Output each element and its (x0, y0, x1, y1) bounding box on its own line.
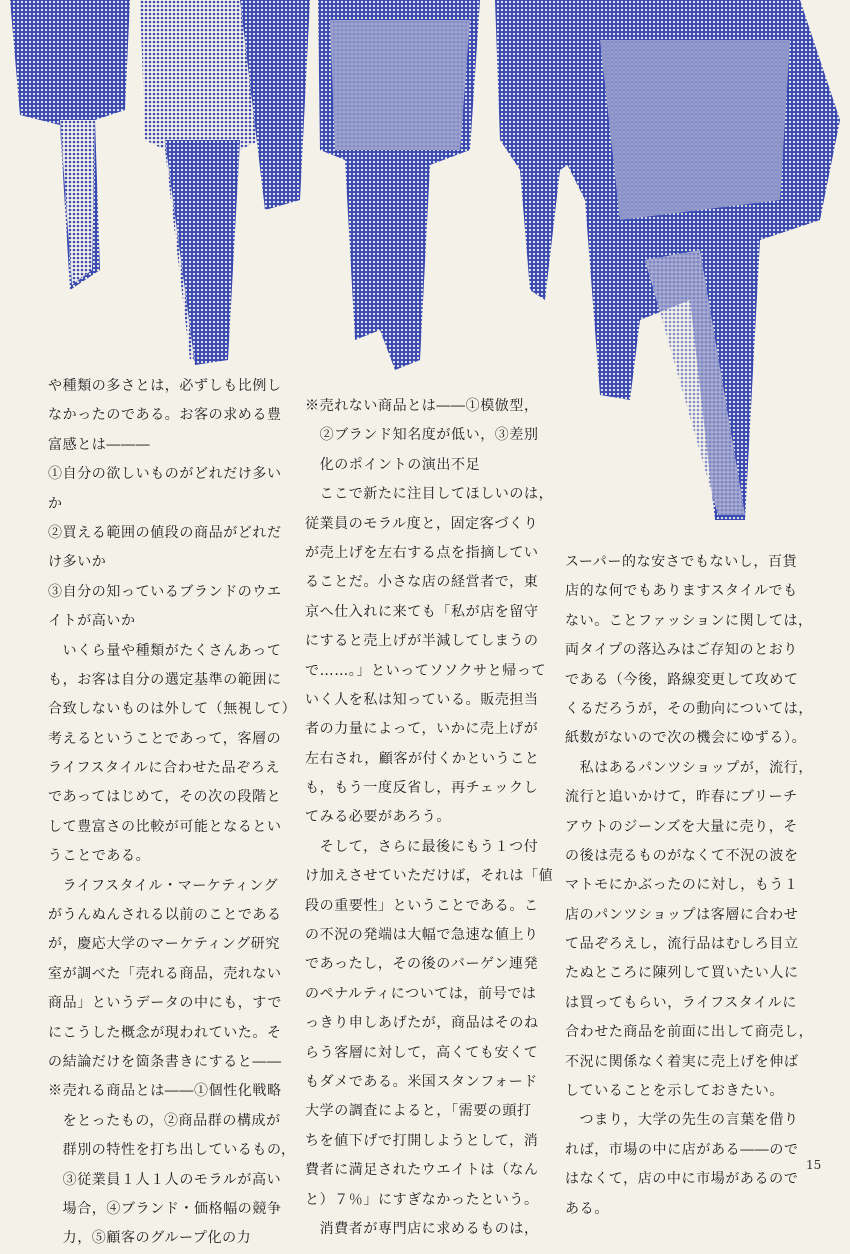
text-line: 合わせた商品を前面に出して商売し， (565, 1024, 814, 1041)
text-line: マトモにかぶったのに対し，もう１ (565, 877, 799, 894)
text-line: れば，市場の中に店がある――ので (565, 1141, 799, 1158)
text-line: っきり申しあげたが，商品はそのね (305, 1015, 539, 1032)
text-line: ※売れる商品とは――①個性化戦略 (48, 1083, 282, 1100)
text-line: 段の重要性」ということである。こ (305, 897, 539, 914)
text-line: 富感とは――― (48, 436, 151, 453)
text-line: 消費者が専門店に求めるものは， (305, 1220, 539, 1237)
text-line: もダメである。米国スタンフォード (305, 1073, 538, 1090)
text-line: が，慶応大学のマーケティング研究 (48, 936, 280, 953)
text-line: て品ぞろえし，流行品はむしろ目立 (565, 936, 799, 953)
text-line: 私はあるパンツショップが，流行， (565, 759, 813, 776)
text-line: ③自分の知っているブランドのウエ (48, 583, 282, 600)
text-line: であったし，その後のバーゲン連発 (305, 956, 539, 973)
text-line: 大学の調査によると，「需要の頭打 (305, 1103, 532, 1120)
text-line: 不況に関係なく着実に売上げを伸ば (565, 1053, 799, 1070)
text-line: ①自分の欲しいものがどれだけ多い (48, 466, 282, 483)
text-line: ライフスタイルに合わせた品ぞろえ (48, 760, 280, 777)
article-column-1 (48, 372, 297, 1254)
text-line: であってはじめて，その次の段階と (48, 789, 282, 806)
text-line: アウトのジーンズを大量に売り，そ (565, 818, 798, 835)
text-line: 費者に満足されたウエイトは（なん (305, 1162, 539, 1179)
text-line: ここで新たに注目してほしいのは， (305, 486, 554, 503)
text-line: である（今後，路線変更して攻めて (565, 671, 799, 688)
text-line: 商品」というデータの中にも，すで (48, 995, 283, 1012)
text-line: イトが高いか (48, 613, 136, 630)
text-line: 紙数がないので次の機会にゆずる）。 (565, 730, 807, 747)
text-line: と）７％」にすぎなかったという。 (305, 1191, 539, 1208)
text-line: ③従業員１人１人のモラルが高い (48, 1171, 282, 1188)
text-line: 店のパンツショップは客層に合わせ (565, 906, 799, 923)
text-line: なかったのである。お客の求める豊 (48, 407, 282, 424)
text-line: 者の力量によって，いかに売上げが (305, 721, 539, 738)
text-line: 従業員のモラル度と，固定客づくり (305, 515, 539, 532)
text-line: そして，さらに最後にもう１つ付 (305, 838, 539, 855)
text-line: をとったもの，②商品群の構成が (48, 1112, 281, 1129)
text-line: 群別の特性を打ち出しているもの， (48, 1142, 296, 1159)
text-line: ②ブランド知名度が低い，③差別 (305, 427, 539, 444)
text-line: てみる必要があろう。 (305, 809, 451, 826)
text-line: は買ってもらい，ライフスタイルに (565, 994, 797, 1011)
text-line: ちを値下げで打開しようとして，消 (305, 1132, 539, 1149)
text-line: ※売れない商品とは――①模倣型， (305, 398, 539, 414)
text-line: たぬところに陳列して買いたい人に (565, 965, 799, 982)
text-line: うことである。 (48, 848, 151, 865)
text-line: くるだろうが，その動向については， (565, 700, 813, 717)
article-column-2 (305, 392, 554, 1244)
text-line: 室が調べた「売れる商品，売れない (48, 965, 282, 982)
text-line: らう客層に対して，高くても安くて (305, 1044, 539, 1061)
text-line: にこうした概念が現われていた。そ (48, 1024, 282, 1041)
text-line: も，もう一度反省し，再チェックし (305, 780, 539, 797)
text-line: のペナルティについては，前号では (305, 985, 537, 1002)
text-line: ②買える範囲の値段の商品がどれだ (48, 524, 282, 541)
text-line: 化のポイントの演出不足 (305, 456, 481, 473)
text-line: 店的な何でもありますスタイルでも (565, 583, 798, 600)
text-line: ある。 (565, 1200, 609, 1217)
text-line: にすると売上げが半減してしまうの (305, 633, 539, 650)
text-line: の不況の発端は大幅で急速な値上り (305, 927, 539, 944)
text-line: 力，⑤顧客のグループ化の力 (48, 1230, 252, 1247)
text-line: か (48, 495, 63, 512)
text-line: して豊富さの比較が可能となるとい (48, 818, 282, 835)
text-line: や種類の多さとは，必ずしも比例し (48, 378, 282, 394)
page-number: 15 (806, 1158, 822, 1172)
text-line: 京へ仕入れに来ても「私が店を留守 (305, 603, 539, 620)
text-line: 左右され，顧客が付くかということ (305, 750, 540, 767)
text-line: いくら量や種類がたくさんあって (48, 642, 282, 659)
text-line: も，お客は自分の選定基準の範囲に (48, 671, 282, 688)
text-line: け加えさせていただけば，それは「値 (305, 868, 554, 885)
text-line: スーパー的な安さでもないし，百貨 (565, 554, 798, 570)
text-line: つまり，大学の先生の言葉を借り (565, 1112, 799, 1129)
text-line: ることだ。小さな店の経営者で，東 (305, 574, 539, 591)
text-line: の後は売るものがなくて不況の波を (565, 847, 799, 864)
text-line: 両タイプの落込みはご存知のとおり (565, 642, 798, 659)
text-line: が売上げを左右する点を指摘してい (305, 544, 539, 561)
text-line: はなくて，店の中に市場があるので (565, 1171, 799, 1188)
text-line: いく人を私は知っている。販売担当 (305, 691, 539, 708)
text-line: け多いか (48, 554, 107, 571)
text-line: がうんぬんされる以前のことである (48, 907, 282, 924)
text-line: 場合，④ブランド・価格幅の競争 (48, 1200, 282, 1217)
text-line: ない。ことファッションに関しては， (565, 612, 813, 629)
text-line: で……。」といってソソクサと帰って (305, 662, 547, 679)
text-line: 合致しないものは外して（無視して） (48, 701, 297, 718)
text-line: の結論だけを箇条書きにすると―― (48, 1053, 282, 1070)
text-line: ライフスタイル・マーケティング (48, 877, 279, 894)
text-line: 流行と追いかけて，昨春にブリーチ (565, 789, 798, 806)
text-line: 考えるということであって，客層の (48, 730, 282, 747)
text-line: していることを示しておきたい。 (565, 1083, 784, 1100)
